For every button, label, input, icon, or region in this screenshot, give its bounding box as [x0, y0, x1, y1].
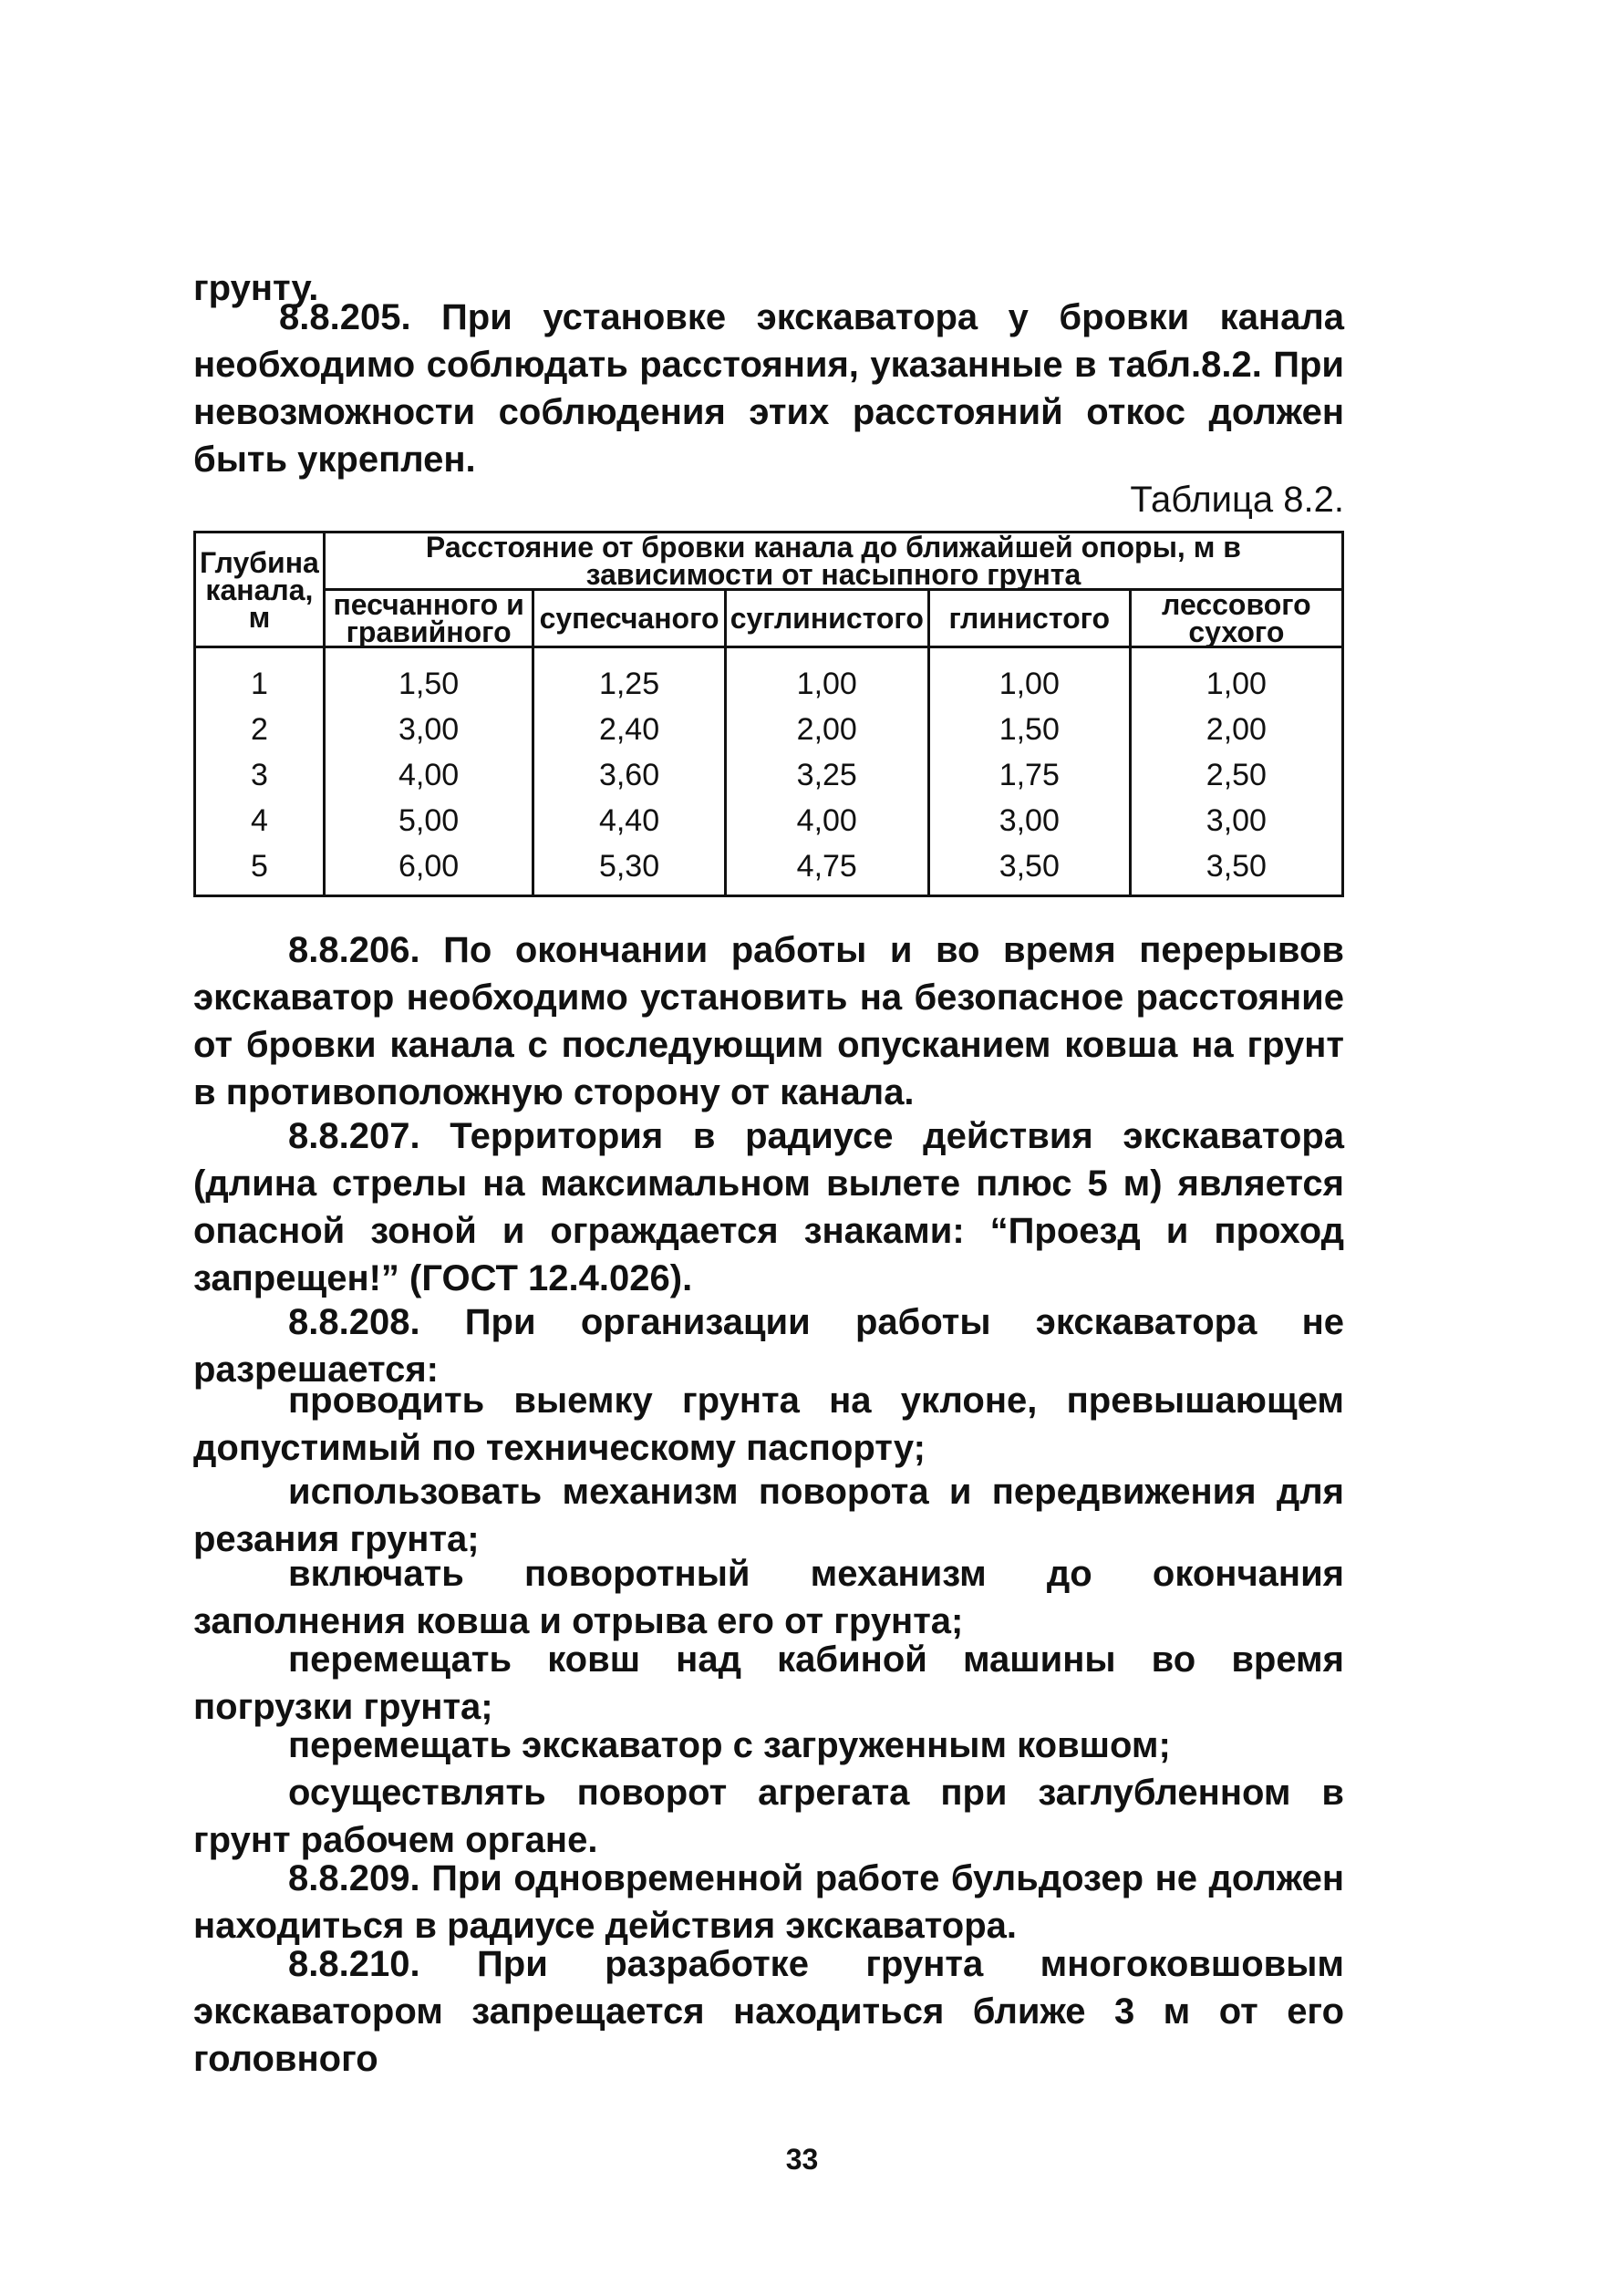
cell-value: 3,60 [533, 752, 725, 798]
cell-depth: 4 [195, 798, 325, 843]
cell-value: 1,75 [928, 752, 1130, 798]
table-caption: Таблица 8.2. [1130, 480, 1344, 520]
cell-value: 1,00 [928, 647, 1130, 708]
list-item: перемещать ковш над кабиной машины во время погрузки грунта; [193, 1639, 1344, 1727]
cell-depth: 5 [195, 843, 325, 896]
table-row [195, 752, 1343, 798]
cell-value: 1,00 [725, 647, 928, 708]
paragraph-8-8-206: 8.8.206. По окончании работы и во время перерывов экскаватор необходимо установить на безопасное расстояние от бровки канала с последующим опусканием ковша на грунт в противоположную сторону от канала. [193, 930, 1344, 1112]
cell-value: 4,00 [324, 752, 533, 798]
cell-value: 1,50 [928, 707, 1130, 752]
cell-value: 3,25 [725, 752, 928, 798]
table-row [195, 843, 1343, 896]
header-loam: суглинистого [725, 590, 928, 647]
cell-value: 4,40 [533, 798, 725, 843]
paragraph-continuation: грунту. [193, 268, 319, 308]
cell-value: 4,75 [725, 843, 928, 896]
paragraph-8-8-205: 8.8.205. При установке экскаватора у бровки канала необходимо соблюдать расстояния, указанные в табл.8.2. При невозможности соблюдения этих расстояний откос должен быть укреплен. [193, 297, 1344, 480]
cell-value: 6,00 [324, 843, 533, 896]
cell-value: 3,00 [1130, 798, 1342, 843]
header-sand: песчанного и гравийного [324, 590, 533, 647]
cell-value: 3,50 [928, 843, 1130, 896]
list-item: включать поворотный механизм до окончания заполнения ковша и отрыва его от грунта; [193, 1554, 1344, 1641]
page-number: 33 [785, 2143, 819, 2176]
cell-value: 3,00 [324, 707, 533, 752]
header-loess: лессового сухого [1130, 590, 1342, 647]
list-item: перемещать экскаватор с загруженным ковшом; [288, 1725, 1171, 1765]
cell-depth: 2 [195, 707, 325, 752]
cell-value: 5,30 [533, 843, 725, 896]
cell-value: 3,00 [928, 798, 1130, 843]
list-item: осуществлять поворот агрегата при заглубленном в грунт рабочем органе. [193, 1773, 1344, 1860]
distance-table [193, 531, 1344, 897]
cell-value: 1,00 [1130, 647, 1342, 708]
cell-value: 4,00 [725, 798, 928, 843]
cell-value: 2,00 [1130, 707, 1342, 752]
paragraph-8-8-207: 8.8.207. Территория в радиусе действия экскаватора (длина стрелы на максимальном вылете плюс 5 м) является опасной зоной и ограждается знаками: “Проезд и проход запрещен!” (ГОСТ 12.4.026). [193, 1116, 1344, 1298]
header-depth: Глубина канала, м [195, 533, 325, 647]
cell-depth: 3 [195, 752, 325, 798]
cell-depth: 1 [195, 647, 325, 708]
paragraph-8-8-209: 8.8.209. При одновременной работе бульдозер не должен находиться в радиусе действия экскаватора. [193, 1858, 1344, 1946]
cell-value: 3,50 [1130, 843, 1342, 896]
header-sandy-loam: супесчаного [533, 590, 725, 647]
list-item: проводить выемку грунта на уклоне, превышающем допустимый по техническому паспорту; [193, 1381, 1344, 1468]
cell-value: 5,00 [324, 798, 533, 843]
table-row [195, 798, 1343, 843]
table-row [195, 647, 1343, 708]
cell-value: 2,40 [533, 707, 725, 752]
header-clay: глинистого [928, 590, 1130, 647]
paragraph-8-8-208: 8.8.208. При организации работы экскаватора не разрешается: [193, 1302, 1344, 1390]
cell-value: 1,50 [324, 647, 533, 708]
cell-value: 2,50 [1130, 752, 1342, 798]
table-row [195, 707, 1343, 752]
list-item: использовать механизм поворота и передвижения для резания грунта; [193, 1472, 1344, 1559]
header-group: Расстояние от бровки канала до ближайшей опоры, м в зависимости от насыпного грунта [324, 533, 1342, 590]
cell-value: 2,00 [725, 707, 928, 752]
paragraph-8-8-210: 8.8.210. При разработке грунта многоковшовым экскаватором запрещается находиться ближе 3 м от его головного [193, 1944, 1344, 2079]
cell-value: 1,25 [533, 647, 725, 708]
